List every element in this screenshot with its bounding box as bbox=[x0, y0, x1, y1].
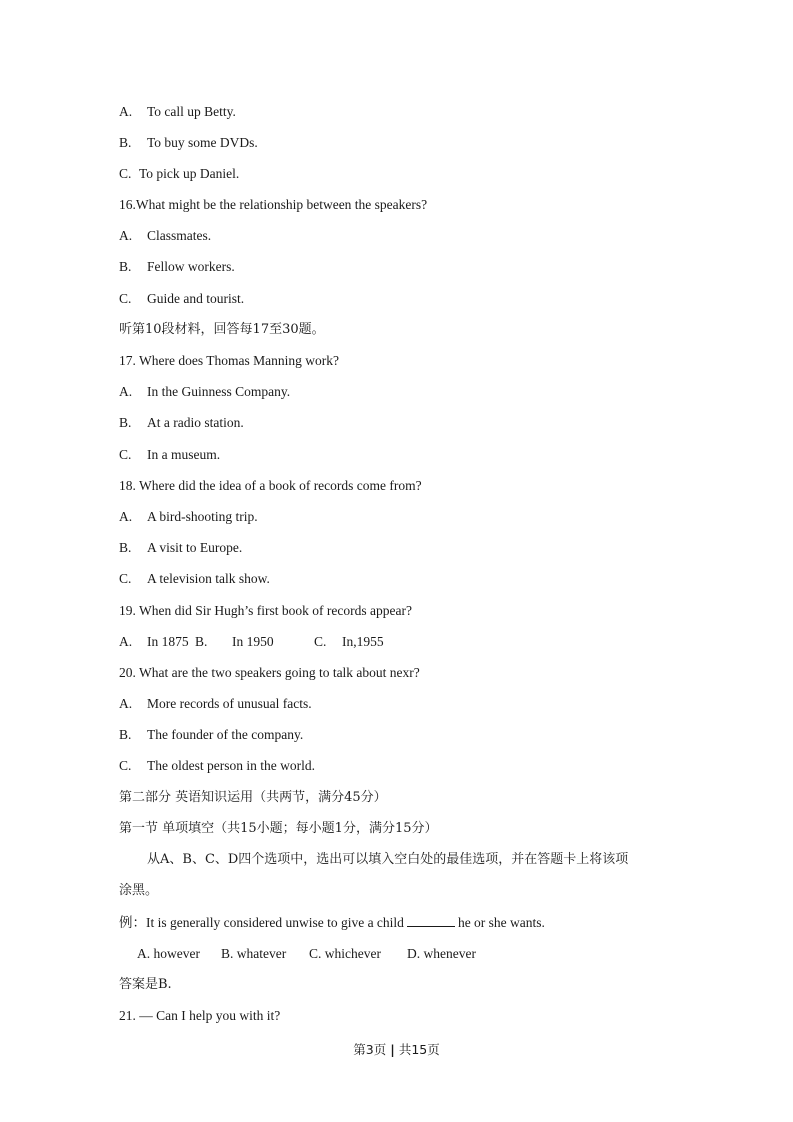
q17-option-b: B. At a radio station. bbox=[119, 415, 244, 430]
section10-instruction: 听第10段材料，回答每17至30题。 bbox=[119, 322, 325, 337]
q17-option-c: C. In a museum. bbox=[119, 447, 221, 462]
q19-question: 19. When did Sir Hugh’s first book of records appear? bbox=[119, 603, 412, 618]
example-sentence: 例：It is generally considered unwise to give a child he or she wants. bbox=[119, 915, 545, 930]
q16-option-c: C. Guide and tourist. bbox=[119, 291, 245, 306]
example-option-c: C. whichever bbox=[309, 946, 381, 961]
example-option-a: A. however bbox=[137, 946, 200, 961]
q19-option-a: A. In 1875 bbox=[119, 634, 189, 649]
footer-total: 共15页 bbox=[398, 1042, 440, 1057]
q15-option-b: B. To buy some DVDs. bbox=[119, 135, 258, 150]
q18-question: 18. Where did the idea of a book of records come from? bbox=[119, 478, 422, 493]
q15-option-a: A. To call up Betty. bbox=[119, 104, 236, 119]
q19-option-b-text: In 1950 bbox=[232, 634, 274, 649]
q21-question: 21. — Can I help you with it? bbox=[119, 1008, 281, 1023]
q20-option-c: C. The oldest person in the world. bbox=[119, 758, 315, 773]
q19-option-c-letter: C. bbox=[314, 634, 327, 649]
q16-option-b: B. Fellow workers. bbox=[119, 259, 235, 274]
q17-question: 17. Where does Thomas Manning work? bbox=[119, 353, 339, 368]
example-answer: 答案是B. bbox=[119, 977, 172, 992]
q15-option-c: C. To pick up Daniel. bbox=[119, 166, 240, 181]
example-option-b: B. whatever bbox=[221, 946, 287, 961]
example-option-d: D. whenever bbox=[407, 946, 476, 961]
q20-option-b: B. The founder of the company. bbox=[119, 727, 304, 742]
q18-option-b: B. A visit to Europe. bbox=[119, 540, 243, 555]
q16-question: 16.What might be the relationship between the speakers? bbox=[119, 197, 428, 212]
q18-option-a: A. A bird-shooting trip. bbox=[119, 509, 258, 524]
example-blank bbox=[407, 914, 455, 927]
q19-option-c-text: In,1955 bbox=[342, 634, 384, 649]
q19-option-b-letter: B. bbox=[195, 634, 208, 649]
q20-question: 20. What are the two speakers going to talk about nexr? bbox=[119, 665, 420, 680]
footer-page: 第3页 bbox=[353, 1042, 387, 1057]
part2-heading: 第二部分 英语知识运用（共两节，满分45分） bbox=[119, 790, 387, 805]
q16-option-a: A. Classmates. bbox=[119, 228, 212, 243]
q20-option-a: A. More records of unusual facts. bbox=[119, 696, 312, 711]
page-footer bbox=[0, 1040, 793, 1058]
q18-option-c: C. A television talk show. bbox=[119, 571, 270, 586]
instructions-line1: 从A、B、C、D四个选项中，选出可以填入空白处的最佳选项，并在答题卡上将该项 bbox=[147, 852, 629, 867]
example-options bbox=[137, 946, 476, 962]
q17-option-a: A. In the Guinness Company. bbox=[119, 384, 291, 399]
section1-heading: 第一节 单项填空（共15小题；每小题1分，满分15分） bbox=[119, 821, 438, 836]
footer-separator: | bbox=[390, 1042, 395, 1057]
instructions-line2: 涂黑。 bbox=[119, 883, 159, 898]
q19-options bbox=[119, 634, 384, 650]
